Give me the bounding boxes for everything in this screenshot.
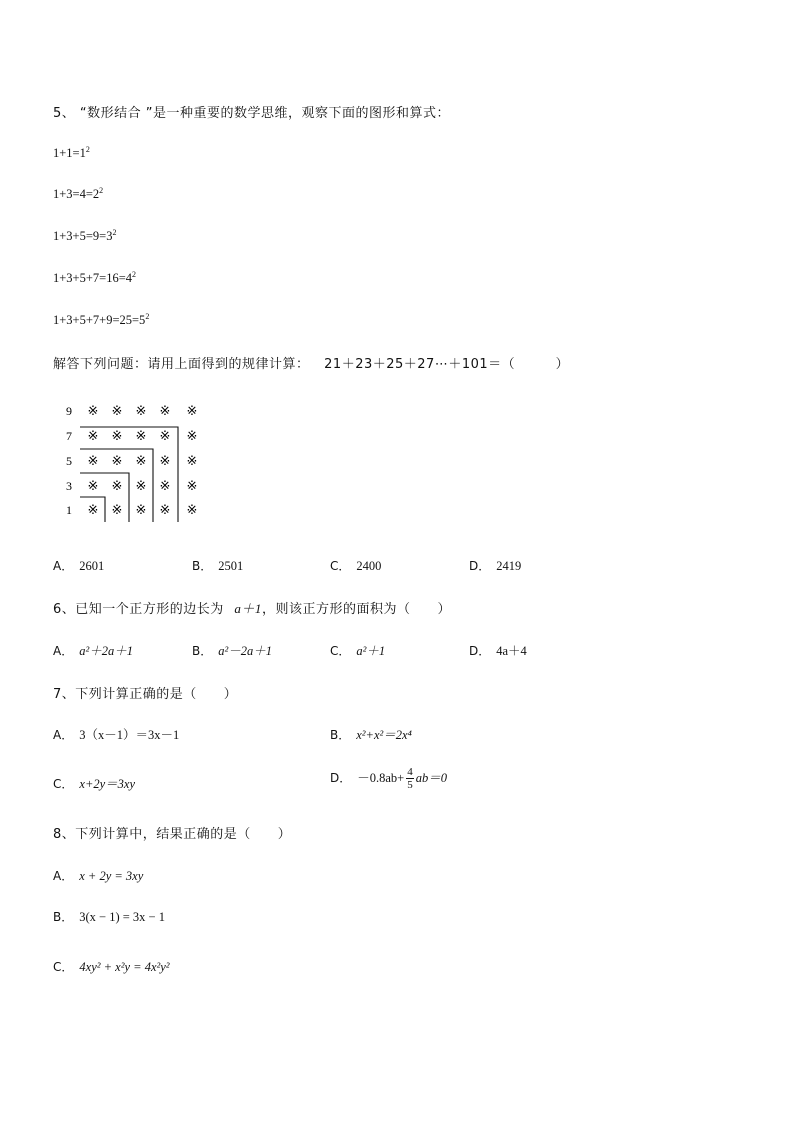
option-text: x + 2y = 3xy: [79, 869, 144, 883]
option-text: a²＋1: [356, 644, 386, 658]
option-letter: A．: [53, 869, 74, 883]
option-letter: B．: [192, 559, 213, 573]
option-letter: D．: [330, 771, 352, 785]
q6-option-b[interactable]: [192, 641, 272, 659]
q7-option-d[interactable]: [330, 766, 447, 791]
figure-dot-symbol: ※: [135, 478, 147, 493]
figure-dot-symbol: ※: [159, 453, 171, 468]
option-letter: C．: [53, 960, 74, 974]
option-text: 4a＋4: [496, 644, 527, 658]
figure-dot-symbol: ※: [87, 428, 99, 443]
option-text: 2419: [496, 559, 522, 573]
figure-dot-symbol: ※: [87, 478, 99, 493]
option-text: 2400: [356, 559, 382, 573]
q5-stem: 5、 “数形结合 ”是一种重要的数学思维，观察下面的图形和算式：: [53, 106, 451, 121]
q7-option-c[interactable]: [53, 774, 135, 792]
fraction-denominator: 5: [407, 779, 413, 791]
q5-equation-3: [53, 229, 116, 244]
q6-stem-suffix: ，则该正方形的面积为（ ）: [261, 602, 451, 617]
eq-text: 1+3+5+7+9=25=5: [53, 313, 146, 327]
figure-row-label: 1: [66, 503, 72, 517]
q5-ask-expression: 21＋23＋25＋27⋯＋101＝（ ）: [324, 357, 570, 372]
figure-dot-symbol: ※: [186, 502, 198, 517]
option-letter: D．: [469, 559, 491, 573]
figure-dot-symbol: ※: [111, 453, 123, 468]
figure-dot-symbol: ※: [135, 403, 147, 418]
figure-dot-symbol: ※: [186, 478, 198, 493]
fraction: [406, 766, 414, 791]
q5-equation-1: [53, 146, 90, 161]
option-letter: A．: [53, 728, 74, 742]
figure-dot-symbol: ※: [111, 502, 123, 517]
figure-row-label: 3: [66, 479, 72, 493]
eq-exponent: 2: [99, 186, 104, 195]
option-text: 2501: [218, 559, 244, 573]
eq-exponent: 2: [132, 270, 136, 279]
figure-dot-symbol: ※: [135, 453, 147, 468]
q7-option-a[interactable]: [53, 725, 179, 743]
eq-text: 1+3+5=9=3: [53, 229, 113, 243]
figure-dot-symbol: ※: [135, 502, 147, 517]
q7-stem: 7、下列计算正确的是（ ）: [53, 687, 238, 702]
figure-dot-symbol: ※: [111, 403, 123, 418]
figure-row-label: 9: [66, 404, 72, 418]
q6-stem: [53, 598, 451, 617]
option-letter: C．: [53, 777, 74, 791]
q5-option-d[interactable]: [469, 557, 521, 574]
q5-option-a[interactable]: [53, 557, 104, 574]
eq-exponent: 2: [112, 228, 117, 237]
figure-dot-symbol: ※: [87, 453, 99, 468]
option-text: x+2y＝3xy: [79, 777, 136, 791]
figure-dot-symbol: ※: [111, 478, 123, 493]
option-letter: A．: [53, 644, 74, 658]
option-letter: B．: [53, 910, 74, 924]
eq-exponent: 2: [145, 312, 150, 321]
eq-text: 1+3+5+7=16=4: [53, 271, 132, 285]
q8-option-c[interactable]: [53, 958, 170, 975]
figure-dot-symbol: ※: [159, 403, 171, 418]
option-letter: C．: [330, 644, 351, 658]
q6-option-d[interactable]: [469, 641, 527, 659]
option-letter: D．: [469, 644, 491, 658]
option-letter: B．: [192, 644, 213, 658]
option-text: x²+x²＝2x⁴: [356, 728, 412, 742]
figure-dot-symbol: ※: [87, 502, 99, 517]
figure-dot-symbol: ※: [87, 403, 99, 418]
q6-stem-prefix: 6、已知一个正方形的边长为: [53, 602, 224, 617]
q8-stem: 8、下列计算中，结果正确的是（ ）: [53, 827, 292, 842]
figure-dot-symbol: ※: [111, 428, 123, 443]
figure-dot-symbol: ※: [186, 403, 198, 418]
figure-dot-symbol: ※: [135, 428, 147, 443]
figure-dot-symbol: ※: [159, 428, 171, 443]
option-text: 3（x－1）＝3x－1: [79, 728, 180, 742]
option-letter: C．: [330, 559, 351, 573]
q6-option-a[interactable]: [53, 641, 133, 659]
q7-option-b[interactable]: [330, 725, 412, 743]
q5-equation-4: [53, 271, 136, 286]
q5-option-c[interactable]: [330, 557, 381, 574]
option-text-pre: －0.8ab+: [357, 771, 405, 785]
option-text: 4xy² + x²y = 4x²y²: [79, 960, 170, 974]
figure-row-label: 5: [66, 454, 72, 468]
eq-text: 1+3=4=2: [53, 187, 100, 201]
q8-option-b[interactable]: [53, 908, 165, 925]
eq-exponent: 2: [85, 145, 90, 154]
option-text: 3(x − 1) = 3x − 1: [79, 910, 165, 924]
option-text-post: ab＝0: [415, 771, 447, 785]
q5-equation-5: [53, 313, 149, 328]
q6-option-c[interactable]: [330, 641, 385, 659]
option-text: a²－2a＋1: [218, 644, 272, 658]
option-text: a²＋2a＋1: [79, 644, 133, 658]
figure-dot-symbol: ※: [159, 502, 171, 517]
figure-dot-symbol: ※: [159, 478, 171, 493]
q5-equation-2: [53, 187, 103, 202]
q5-option-b[interactable]: [192, 557, 243, 574]
eq-text: 1+1=1: [53, 146, 86, 160]
figure-row-label: 7: [66, 429, 72, 443]
fraction-numerator: 4: [407, 766, 413, 778]
option-letter: B．: [330, 728, 351, 742]
option-letter: A．: [53, 559, 74, 573]
q5-ask: [53, 353, 569, 372]
figure-dot-symbol: ※: [186, 428, 198, 443]
q5-dot-figure: [60, 398, 210, 524]
q6-stem-variable: a＋1: [234, 601, 262, 616]
figure-dot-symbol: ※: [186, 453, 198, 468]
option-text: 2601: [79, 559, 105, 573]
q5-ask-prefix: 解答下列问题：请用上面得到的规律计算：: [53, 357, 310, 372]
q8-option-a[interactable]: [53, 867, 143, 884]
